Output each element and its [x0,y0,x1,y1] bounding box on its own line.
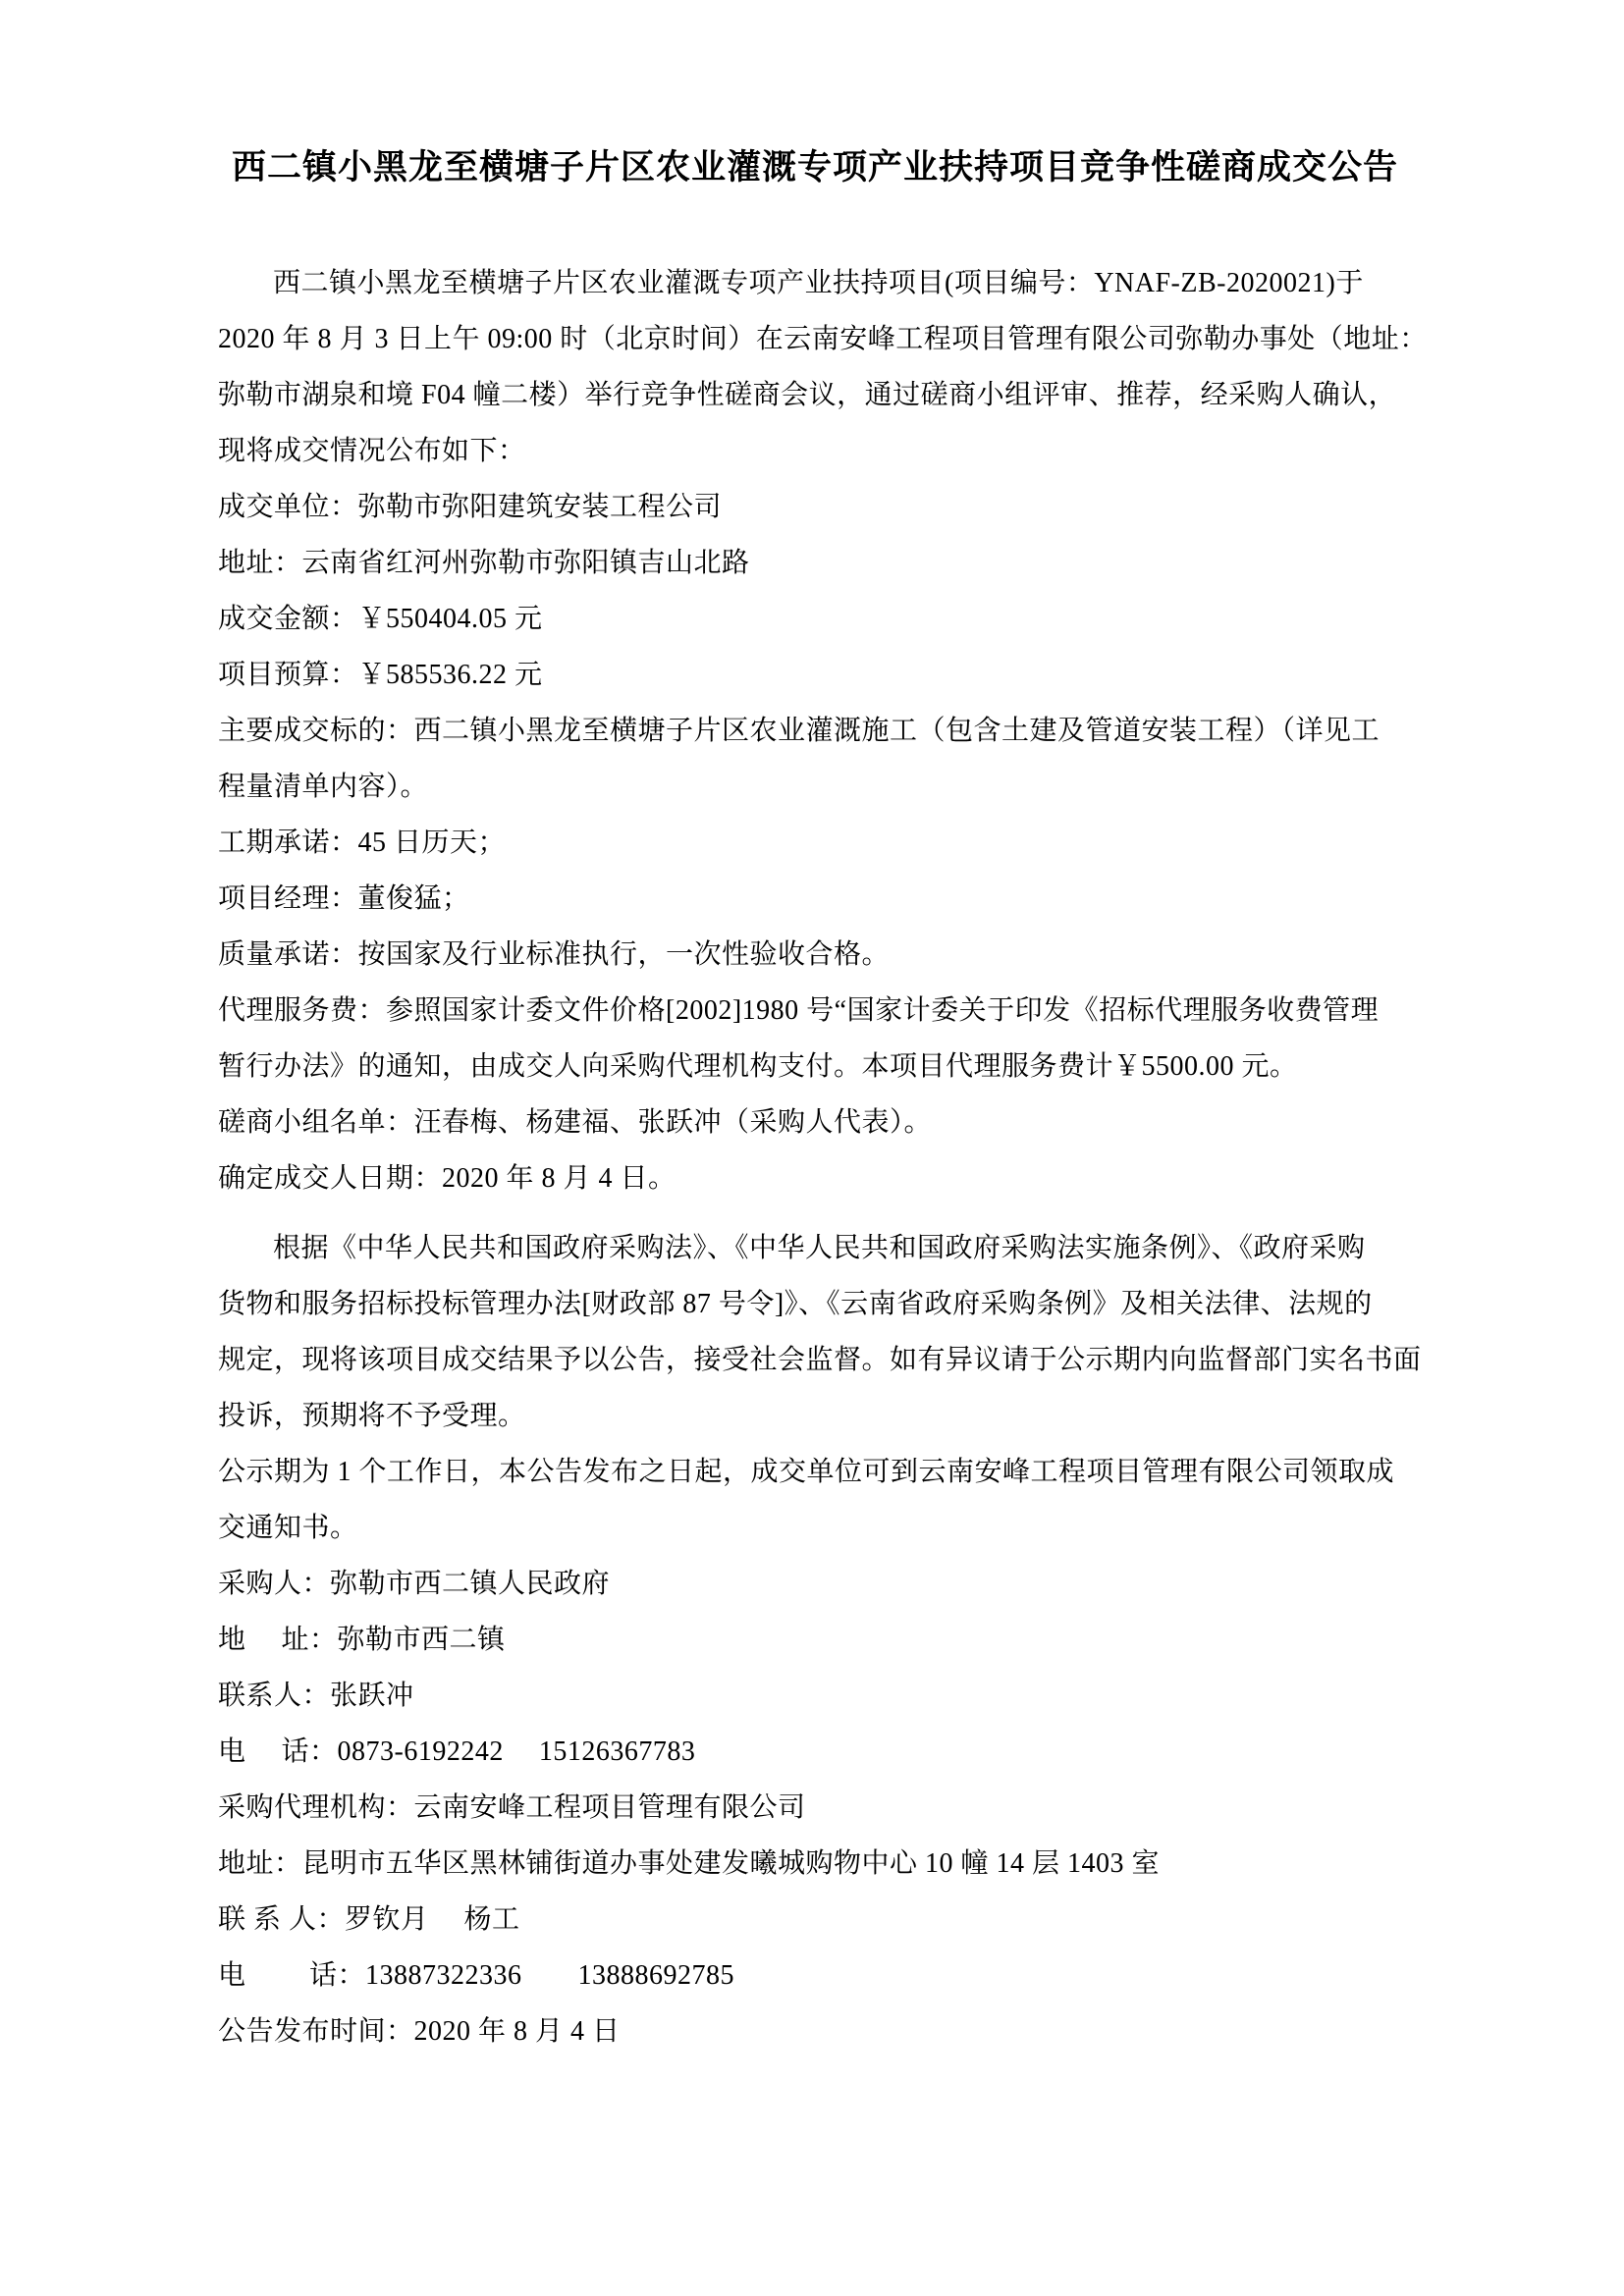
body-line: 公告发布时间：2020 年 8 月 4 日 [218,2016,621,2047]
body-line: 规定，现将该项目成交结果予以公告，接受社会监督。如有异议请于公示期内向监督部门实名书面 [218,1345,1422,1375]
body-line: 货物和服务招标投标管理办法[财政部 87 号令]》、《云南省政府采购条例》及相关法律、法规的 [218,1289,1373,1319]
body-line: 现将成交情况公布如下： [218,436,526,466]
page-title: 西二镇小黑龙至横塘子片区农业灌溉专项产业扶持项目竞争性磋商成交公告 [231,148,1398,187]
body-line: 西二镇小黑龙至横塘子片区农业灌溉专项产业扶持项目(项目编号：YNAF-ZB-2020021)于 [273,268,1364,298]
body-line: 工期承诺：45 日历天； [218,828,507,858]
body-line: 程量清单内容）。 [218,772,429,802]
body-line: 磋商小组名单：汪春梅、杨建福、张跃冲（采购人代表）。 [218,1107,933,1138]
body-line: 弥勒市湖泉和境 F04 幢二楼）举行竞争性磋商会议，通过磋商小组评审、推荐，经采购人确认， [218,380,1397,410]
body-line: 联系人：张跃冲 [218,1681,414,1711]
body-line: 电 话：0873-6192242 15126367783 [218,1736,696,1767]
body-line: 质量承诺：按国家及行业标准执行，一次性验收合格。 [218,939,891,970]
body-line: 地址：云南省红河州弥勒市弥阳镇吉山北路 [218,548,750,578]
body-line: 投诉，预期将不予受理。 [218,1401,526,1431]
body-line: 根据《中华人民共和国政府采购法》、《中华人民共和国政府采购法实施条例》、《政府采购 [273,1233,1366,1263]
body-line: 采购人：弥勒市西二镇人民政府 [218,1569,611,1599]
body-line: 2020 年 8 月 3 日上午 09:00 时（北京时间）在云南安峰工程项目管理有限公司弥勒办事处（地址： [218,324,1428,354]
document-body [218,255,1435,2059]
body-line: 项目经理：董俊猛； [218,883,470,914]
body-line: 暂行办法》的通知，由成交人向采购代理机构支付。本项目代理服务费计￥5500.00 元。 [218,1051,1298,1082]
body-line: 主要成交标的：西二镇小黑龙至横塘子片区农业灌溉施工（包含土建及管道安装工程）（详见工 [218,716,1380,746]
body-line: 成交金额：￥550404.05 元 [218,604,543,634]
body-line: 地址：昆明市五华区黑林铺街道办事处建发曦城购物中心 10 幢 14 层 1403 室 [218,1848,1161,1879]
body-line: 电 话：13887322336 13888692785 [218,1960,735,1991]
body-line: 成交单位：弥勒市弥阳建筑安装工程公司 [218,492,723,522]
body-line: 采购代理机构：云南安峰工程项目管理有限公司 [218,1792,806,1823]
body-line: 公示期为 1 个工作日，本公告发布之日起，成交单位可到云南安峰工程项目管理有限公司领取成 [218,1457,1395,1487]
body-line: 交通知书。 [218,1513,358,1543]
body-line: 项目预算：￥585536.22 元 [218,660,543,690]
body-line: 地 址：弥勒市西二镇 [218,1625,506,1655]
body-line: 确定成交人日期：2020 年 8 月 4 日。 [218,1163,677,1194]
body-line: 联 系 人：罗钦月 杨工 [218,1904,520,1935]
body-line: 代理服务费：参照国家计委文件价格[2002]1980 号“国家计委关于印发《招标代理服务收费管理 [218,995,1380,1026]
